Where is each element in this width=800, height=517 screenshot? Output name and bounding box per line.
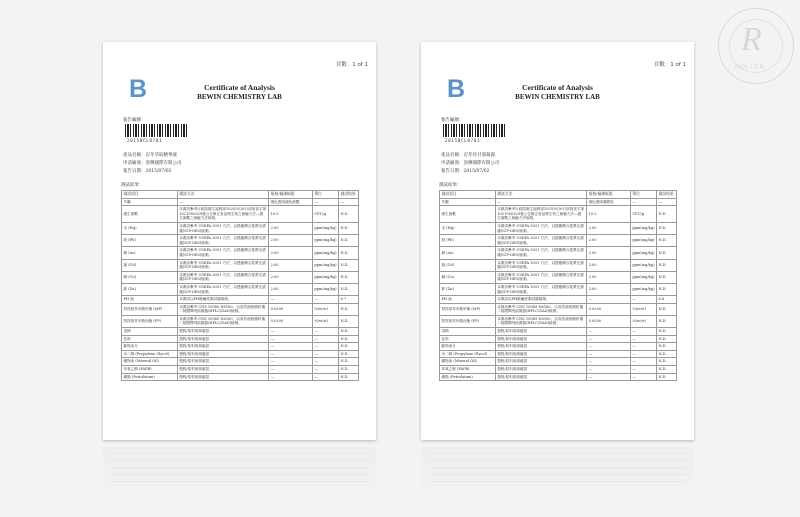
table-row: [440, 198, 677, 206]
table-row: [122, 296, 359, 304]
cell-result: N.D.: [339, 283, 359, 295]
cell-test-method: 本測試以PH酸鹼度測試儀檢測。: [177, 296, 268, 304]
table-row: [122, 358, 359, 366]
cell-unit: —: [630, 350, 656, 358]
cell-unit: ppm(mg/kg): [630, 259, 656, 271]
table-row: [122, 303, 359, 315]
table-row: [440, 335, 677, 343]
header-result: 測試結果: [339, 191, 359, 199]
cell-result: N.D.: [657, 373, 677, 381]
cell-unit: —: [312, 296, 338, 304]
cell-result: N.D.: [339, 328, 359, 336]
cell-spec-limit: 10.0: [269, 206, 313, 223]
cell-test-item: 丙二醇 (Propylene Glycol): [440, 350, 496, 358]
table-row: [440, 283, 677, 295]
cell-unit: —: [630, 335, 656, 343]
cell-unit: —: [630, 296, 656, 304]
cell-result: N.D.: [339, 343, 359, 351]
cell-unit: ppm(mg/kg): [630, 283, 656, 295]
cell-result: N.D.: [657, 358, 677, 366]
cell-spec-limit: —: [269, 328, 313, 336]
table-row: [440, 315, 677, 327]
cell-result: N.D.: [339, 366, 359, 374]
table-row: [122, 235, 359, 247]
table-row: [440, 328, 677, 336]
cell-test-item: 銅 (Cu): [122, 271, 178, 283]
product-meta: [123, 152, 182, 176]
cell-test-item: 總生菌數: [440, 206, 496, 223]
cell-test-item: 對羥基苯甲酸丙酯 (PP): [440, 315, 496, 327]
cell-test-method: 製程/原料來源確認: [495, 350, 586, 358]
cell-spec-limit: 2.00: [269, 222, 313, 234]
cell-test-item: 外觀: [440, 198, 496, 206]
cell-unit: —: [312, 350, 338, 358]
cell-result: N.D.: [657, 335, 677, 343]
header-unit: 單位: [630, 191, 656, 199]
cell-test-method: 製程/原料來源確認: [495, 358, 586, 366]
cell-test-item: 汞 (Hg): [122, 222, 178, 234]
table-row: [440, 373, 677, 381]
cell-spec-limit: 10.0: [587, 206, 631, 223]
cell-result: N.D.: [657, 303, 677, 315]
cell-spec-limit: 2.00: [587, 247, 631, 259]
table-row: [440, 366, 677, 374]
page-number: 頁數：1 of 1: [335, 62, 368, 68]
cell-result: N.D.: [339, 235, 359, 247]
table-row: [440, 222, 677, 234]
cell-result: N.D.: [657, 283, 677, 295]
cell-test-item: 動物成分: [122, 343, 178, 351]
results-title: 測試結果：: [121, 183, 144, 188]
cell-unit: —: [630, 343, 656, 351]
cell-test-method: 製程/原料來源確認: [495, 366, 586, 374]
cell-unit: ppm(mg/kg): [312, 247, 338, 259]
cell-spec-limit: 2.00: [269, 283, 313, 295]
table-row: [440, 247, 677, 259]
page-reflection-left: [103, 447, 376, 507]
cell-test-method: 製程/原料來源確認: [495, 335, 586, 343]
cell-test-method: 製程/原料來源確認: [177, 350, 268, 358]
cell-result: N.D.: [339, 259, 359, 271]
cell-test-method: 製程/原料來源確認: [177, 366, 268, 374]
cell-unit: CFU/g: [630, 206, 656, 223]
cell-test-method: 製程/原料來源確認: [177, 358, 268, 366]
cell-result: N.D.: [339, 271, 359, 283]
certificate-page-2: [421, 42, 694, 440]
cell-test-item: 鉛 (Pb): [440, 235, 496, 247]
cell-test-method: 本測試參考 USEPA 3051 方法，以感應耦合電漿光譜儀(ICP-OES)檢測。: [495, 259, 586, 271]
cell-test-method: 本測試參考行政院衛生福利部102年8月6日部授食字第1021950329號公告修正食品微生物之檢驗方法—總生菌數之檢驗方法檢測。: [177, 206, 268, 223]
barcode-number: 2015BCL0702: [445, 138, 481, 143]
cell-test-item: PH 值: [440, 296, 496, 304]
cell-unit: %(w/w): [630, 315, 656, 327]
cell-spec-limit: —: [269, 366, 313, 374]
cell-spec-limit: 2.00: [587, 271, 631, 283]
cell-unit: —: [312, 198, 338, 206]
cell-unit: ppm(mg/kg): [630, 271, 656, 283]
product-meta: [441, 152, 500, 176]
results-title: 測試結果：: [439, 183, 462, 188]
cell-spec-limit: 2.00: [587, 259, 631, 271]
cell-test-item: 香精: [440, 328, 496, 336]
cell-test-method: 本測試參考 CNS 10949 N6180，以高效液相層析儀二極體陣列偵測器(HPLC/DAD)檢測。: [495, 303, 586, 315]
header-test-method: 測試方法: [495, 191, 586, 199]
table-row: [440, 271, 677, 283]
cell-unit: ppm(mg/kg): [630, 222, 656, 234]
cell-test-item: 鋅 (Zn): [122, 283, 178, 295]
cell-result: N.D.: [339, 206, 359, 223]
table-row: [440, 206, 677, 223]
certificate-header: [103, 83, 376, 101]
cell-test-method: 本測試參考 CNS 10949 N6180，以高效液相層析儀二極體陣列偵測器(HPLC/DAD)檢測。: [177, 315, 268, 327]
cell-test-item: 總生菌數: [122, 206, 178, 223]
table-row: [440, 259, 677, 271]
cell-test-method: 本測試參考 USEPA 3051 方法，以感應耦合電漿光譜儀(ICP-OES)檢測。: [495, 222, 586, 234]
cell-test-method: 製程/原料來源確認: [495, 328, 586, 336]
cell-test-method: 本測試參考 USEPA 3051 方法，以感應耦合電漿光譜儀(ICP-OES)檢測。: [177, 247, 268, 259]
cell-result: —: [339, 198, 359, 206]
cell-result: N.D.: [657, 247, 677, 259]
cell-test-method: 本測試參考 CNS 10949 N6180，以高效液相層析儀二極體陣列偵測器(HPLC/DAD)檢測。: [177, 303, 268, 315]
results-table: [439, 190, 677, 381]
roller-watermark-icon: [718, 8, 794, 84]
cell-unit: —: [312, 373, 338, 381]
cell-spec-limit: —: [587, 373, 631, 381]
table-row: [440, 343, 677, 351]
certificate-page-1: [103, 42, 376, 440]
barcode-number: 2015BCL0701: [127, 138, 163, 143]
cell-test-item: 砷 (As): [122, 247, 178, 259]
cell-result: N.D.: [657, 366, 677, 374]
page-reflection-right: [421, 447, 694, 507]
cell-result: N.D.: [339, 358, 359, 366]
cell-test-method: 本測試參考 USEPA 3051 方法，以感應耦合電漿光譜儀(ICP-OES)檢測。: [177, 222, 268, 234]
cell-test-item: PH 值: [122, 296, 178, 304]
certificate-title: Certificate of Analysis: [204, 83, 275, 92]
cell-spec-limit: 2.00: [587, 222, 631, 234]
cell-spec-limit: 2.00: [269, 271, 313, 283]
cell-unit: —: [630, 373, 656, 381]
cell-unit: —: [630, 366, 656, 374]
header-unit: 單位: [312, 191, 338, 199]
cell-test-method: 本測試參考 USEPA 3051 方法，以感應耦合電漿光譜儀(ICP-OES)檢測。: [495, 271, 586, 283]
cell-unit: —: [312, 343, 338, 351]
barcode-icon: [443, 124, 507, 137]
cell-test-item: 銅 (Cu): [440, 271, 496, 283]
cell-spec-limit: 2.00: [587, 235, 631, 247]
cell-spec-limit: 0.0200: [587, 303, 631, 315]
cell-test-method: 本測試參考 USEPA 3051 方法，以感應耦合電漿光譜儀(ICP-OES)檢測。: [495, 283, 586, 295]
cell-test-item: 礦脂 (Petrolatum): [440, 373, 496, 381]
cell-spec-limit: —: [587, 296, 631, 304]
table-row: [122, 271, 359, 283]
cell-result: N.D.: [657, 235, 677, 247]
cell-unit: —: [312, 358, 338, 366]
barcode-icon: [125, 124, 189, 137]
cell-spec-limit: 2.00: [269, 235, 313, 247]
cell-test-item: 對羥基苯甲酸甲酯 (MP): [122, 303, 178, 315]
cell-spec-limit: —: [269, 335, 313, 343]
cell-spec-limit: 2.00: [587, 283, 631, 295]
cell-spec-limit: —: [587, 350, 631, 358]
cell-spec-limit: 2.00: [269, 247, 313, 259]
cell-unit: ppm(mg/kg): [312, 222, 338, 234]
table-row: [122, 259, 359, 271]
table-row: [122, 366, 359, 374]
header-test-item: 測試項目: [122, 191, 178, 199]
cell-spec-limit: 褐色透明液狀液體: [269, 198, 313, 206]
cell-unit: ppm(mg/kg): [312, 235, 338, 247]
cell-test-item: 鉛 (Pb): [122, 235, 178, 247]
cell-test-item: 動物成分: [440, 343, 496, 351]
cell-test-item: 外觀: [122, 198, 178, 206]
lab-logo-icon: B: [129, 75, 148, 103]
cell-test-item: 汞 (Hg): [440, 222, 496, 234]
cell-test-item: 礦物油 (Mineral Oil): [440, 358, 496, 366]
cell-spec-limit: —: [587, 358, 631, 366]
cell-spec-limit: —: [269, 343, 313, 351]
cell-test-item: 鎘 (Cd): [440, 259, 496, 271]
cell-spec-limit: —: [269, 373, 313, 381]
cell-result: N.D.: [657, 328, 677, 336]
cell-spec-limit: 0.0200: [269, 315, 313, 327]
header-test-item: 測試項目: [440, 191, 496, 199]
cell-test-item: 色料: [122, 335, 178, 343]
cell-spec-limit: 褐色透明凝膠狀: [587, 198, 631, 206]
cell-test-method: 製程/原料來源確認: [495, 373, 586, 381]
cell-test-method: 本測試參考行政院衛生福利部102年8月6日部授食字第1021950329號公告修正食品微生物之檢驗方法—總生菌數之檢驗方法檢測。: [495, 206, 586, 223]
table-row: [122, 283, 359, 295]
cell-unit: %(w/w): [630, 303, 656, 315]
cell-test-method: 製程/原料來源確認: [177, 373, 268, 381]
cell-unit: %(w/w): [312, 303, 338, 315]
report-number-label: 報告編號：: [441, 118, 464, 123]
cell-result: N.D.: [339, 373, 359, 381]
cell-test-method: 本測試參考 USEPA 3051 方法，以感應耦合電漿光譜儀(ICP-OES)檢測。: [177, 235, 268, 247]
header-result: 測試結果: [657, 191, 677, 199]
results-table: [121, 190, 359, 381]
cell-spec-limit: 0.0200: [587, 315, 631, 327]
cell-unit: —: [630, 328, 656, 336]
cell-spec-limit: —: [587, 343, 631, 351]
table-row: [122, 198, 359, 206]
lab-logo-icon: B: [447, 75, 466, 103]
cell-test-item: 色料: [440, 335, 496, 343]
cell-spec-limit: —: [587, 328, 631, 336]
cell-test-item: 礦物油 (Mineral Oil): [122, 358, 178, 366]
product-name: 產品名稱：忍冬萃取精華液: [123, 153, 177, 158]
header-test-method: 測試方法: [177, 191, 268, 199]
cell-test-item: 鎘 (Cd): [122, 259, 178, 271]
cell-unit: %(w/w): [312, 315, 338, 327]
cell-result: —: [657, 198, 677, 206]
cell-test-method: 本測試參考 USEPA 3051 方法，以感應耦合電漿光譜儀(ICP-OES)檢測。: [177, 271, 268, 283]
certificate-header: [421, 83, 694, 101]
header-spec-limit: 規格/檢測極限: [587, 191, 631, 199]
cell-result: N.D.: [339, 247, 359, 259]
cell-test-item: 香精: [122, 328, 178, 336]
cell-test-method: 本測試參考 USEPA 3051 方法，以感應耦合電漿光譜儀(ICP-OES)檢測。: [177, 259, 268, 271]
cell-unit: ppm(mg/kg): [630, 235, 656, 247]
table-row: [122, 206, 359, 223]
report-date: 報告日期：2015/07/02: [441, 169, 490, 174]
cell-unit: —: [312, 328, 338, 336]
table-row: [440, 358, 677, 366]
cell-test-method: 製程/原料來源確認: [177, 328, 268, 336]
cell-result: N.D.: [339, 335, 359, 343]
cell-result: 6.6: [657, 296, 677, 304]
table-row: [440, 296, 677, 304]
cell-result: N.D.: [657, 271, 677, 283]
header-spec-limit: 規格/檢測極限: [269, 191, 313, 199]
cell-test-method: 製程/原料來源確認: [495, 343, 586, 351]
cell-test-method: 本測試參考 USEPA 3051 方法，以感應耦合電漿光譜儀(ICP-OES)檢測。: [495, 247, 586, 259]
product-name: 產品名稱：忍冬洋甘菊凝露: [441, 153, 495, 158]
report-date: 報告日期：2015/07/02: [123, 169, 172, 174]
cell-test-method: —: [495, 198, 586, 206]
cell-test-method: 製程/原料來源確認: [177, 343, 268, 351]
applicant: 申請廠商：洛輝國際有限公司: [441, 161, 500, 166]
page-number: 頁數：1 of 1: [653, 62, 686, 68]
cell-unit: ppm(mg/kg): [312, 259, 338, 271]
cell-test-method: 本測試參考 USEPA 3051 方法，以感應耦合電漿光譜儀(ICP-OES)檢測。: [177, 283, 268, 295]
cell-result: N.D.: [657, 315, 677, 327]
lab-name: BEWIN CHEMISTRY LAB: [515, 93, 600, 101]
table-row: [122, 315, 359, 327]
table-header-row: [122, 191, 359, 199]
cell-test-method: 本測試參考 USEPA 3051 方法，以感應耦合電漿光譜儀(ICP-OES)檢測。: [495, 235, 586, 247]
cell-test-item: 苯氧乙醇 (PAPB): [122, 366, 178, 374]
certificate-title: Certificate of Analysis: [522, 83, 593, 92]
cell-result: N.D.: [339, 222, 359, 234]
table-row: [122, 350, 359, 358]
cell-unit: ppm(mg/kg): [630, 247, 656, 259]
cell-test-method: 本測試參考 CNS 10949 N6180，以高效液相層析儀二極體陣列偵測器(HPLC/DAD)檢測。: [495, 315, 586, 327]
table-row: [440, 303, 677, 315]
cell-test-method: 本測試以PH酸鹼度測試儀檢測。: [495, 296, 586, 304]
cell-result: N.D.: [657, 343, 677, 351]
cell-spec-limit: —: [269, 358, 313, 366]
table-row: [122, 335, 359, 343]
report-number-label: 報告編號：: [123, 118, 146, 123]
watermark-text: ROLLER: [735, 65, 766, 71]
cell-unit: —: [630, 358, 656, 366]
cell-test-item: 對羥基苯甲酸丙酯 (PP): [122, 315, 178, 327]
cell-unit: —: [312, 335, 338, 343]
cell-spec-limit: 2.00: [269, 259, 313, 271]
watermark-letter: R: [741, 21, 762, 58]
cell-spec-limit: —: [269, 296, 313, 304]
cell-result: N.D.: [657, 259, 677, 271]
cell-test-method: 製程/原料來源確認: [177, 335, 268, 343]
cell-spec-limit: —: [587, 366, 631, 374]
cell-spec-limit: —: [269, 350, 313, 358]
applicant: 申請廠商：洛輝國際有限公司: [123, 161, 182, 166]
cell-test-method: —: [177, 198, 268, 206]
cell-test-item: 對羥基苯甲酸甲酯 (MP): [440, 303, 496, 315]
cell-unit: ppm(mg/kg): [312, 283, 338, 295]
table-row: [122, 222, 359, 234]
table-row: [440, 235, 677, 247]
cell-result: N.D.: [339, 315, 359, 327]
table-row: [122, 247, 359, 259]
cell-unit: —: [630, 198, 656, 206]
table-header-row: [440, 191, 677, 199]
cell-result: N.D.: [657, 350, 677, 358]
cell-spec-limit: —: [587, 335, 631, 343]
cell-unit: —: [312, 366, 338, 374]
cell-spec-limit: 0.0200: [269, 303, 313, 315]
cell-result: N.D.: [657, 206, 677, 223]
cell-unit: CFU/g: [312, 206, 338, 223]
cell-result: N.D.: [339, 303, 359, 315]
table-row: [122, 343, 359, 351]
table-row: [122, 328, 359, 336]
cell-result: N.D.: [657, 222, 677, 234]
cell-test-item: 鋅 (Zn): [440, 283, 496, 295]
lab-name: BEWIN CHEMISTRY LAB: [197, 93, 282, 101]
table-row: [122, 373, 359, 381]
cell-result: N.D.: [339, 350, 359, 358]
cell-test-item: 苯氧乙醇 (PAPB): [440, 366, 496, 374]
cell-result: 6.7: [339, 296, 359, 304]
cell-unit: ppm(mg/kg): [312, 271, 338, 283]
cell-test-item: 礦脂 (Petrolatum): [122, 373, 178, 381]
table-row: [440, 350, 677, 358]
cell-test-item: 砷 (As): [440, 247, 496, 259]
cell-test-item: 丙二醇 (Propylene Glycol): [122, 350, 178, 358]
